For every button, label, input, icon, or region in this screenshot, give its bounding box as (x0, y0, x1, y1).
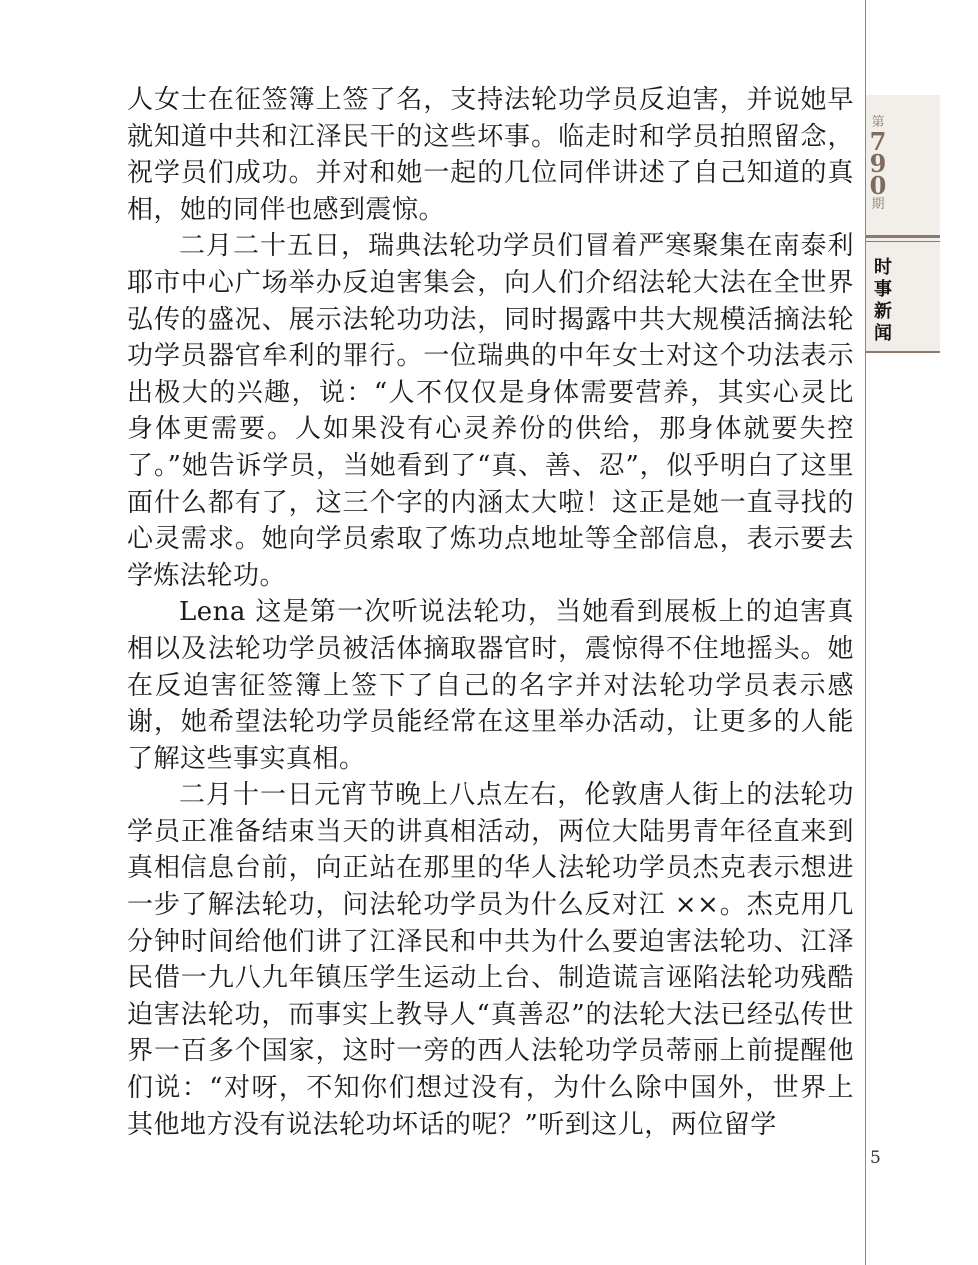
page-number: 5 (870, 1148, 881, 1168)
paragraph-4: 二月十一日元宵节晚上八点左右，伦敦唐人街上的法轮功学员正准备结束当天的讲真相活动，两位大陆男青年径直来到真相信息台前，向正站在那里的华人法轮功学员杰克表示想进一步了解法轮功，问法轮功学员为什么反对江 ××。杰克用几分钟时间给他们讲了江泽民和中共为什么要迫害法轮功、江泽民借一九八九年镇压学生运动上台、制造谎言诬陷法轮功残酷迫害法轮功，而事实上教导人“真善忍”的法轮大法已经弘传世界一百多个国家，这时一旁的西人法轮功学员蒂丽上前提醒他们说：“对呀，不知你们想过没有，为什么除中国外，世界上其他地方没有说法轮功坏话的呢？”听到这儿，两位留学 (127, 780, 854, 1140)
issue-digit-3: 0 (869, 171, 887, 200)
sidebar-divider (866, 235, 940, 238)
sidebar-divider-thin (866, 241, 940, 242)
section-char-2: 事 (874, 279, 892, 300)
section-char-1: 时 (874, 257, 892, 278)
issue-digit-1: 7 (869, 127, 887, 156)
issue-prefix: 第 (871, 115, 885, 130)
issue-sidebar (866, 95, 940, 353)
issue-digit-2: 9 (869, 149, 887, 178)
issue-suffix: 期 (871, 197, 885, 212)
sidebar-bottom-divider (866, 351, 940, 353)
article-body (127, 82, 854, 1143)
issue-marker (866, 115, 890, 213)
paragraph-1: 人女士在征签簿上签了名，支持法轮功学员反迫害，并说她早就知道中共和江泽民干的这些坏事。临走时和学员拍照留念，祝学员们成功。并对和她一起的几位同伴讲述了自己知道的真相，她的同伴也感到震惊。 (127, 85, 854, 225)
section-char-3: 新 (874, 301, 892, 322)
section-label (872, 257, 894, 345)
section-char-4: 闻 (874, 323, 892, 344)
paragraph-3: Lena 这是第一次听说法轮功，当她看到展板上的迫害真相以及法轮功学员被活体摘取器官时，震惊得不住地摇头。她在反迫害征签簿上签下了自己的名字并对法轮功学员表示感谢，她希望法轮功学员能经常在这里举办活动，让更多的人能了解这些事实真相。 (127, 597, 854, 774)
paragraph-2: 二月二十五日，瑞典法轮功学员们冒着严寒聚集在南泰利耶市中心广场举办反迫害集会，向人们介绍法轮大法在全世界弘传的盛况、展示法轮功功法，同时揭露中共大规模活摘法轮功学员器官牟利的罪行。一位瑞典的中年女士对这个功法表示出极大的兴趣，说：“人不仅仅是身体需要营养，其实心灵比身体更需要。人如果没有心灵养份的供给，那身体就要失控了。”她告诉学员，当她看到了“真、善、忍”，似乎明白了这里面什么都有了，这三个字的内涵太大啦！这正是她一直寻找的心灵需求。她向学员索取了炼功点地址等全部信息，表示要去学炼法轮功。 (127, 231, 854, 591)
